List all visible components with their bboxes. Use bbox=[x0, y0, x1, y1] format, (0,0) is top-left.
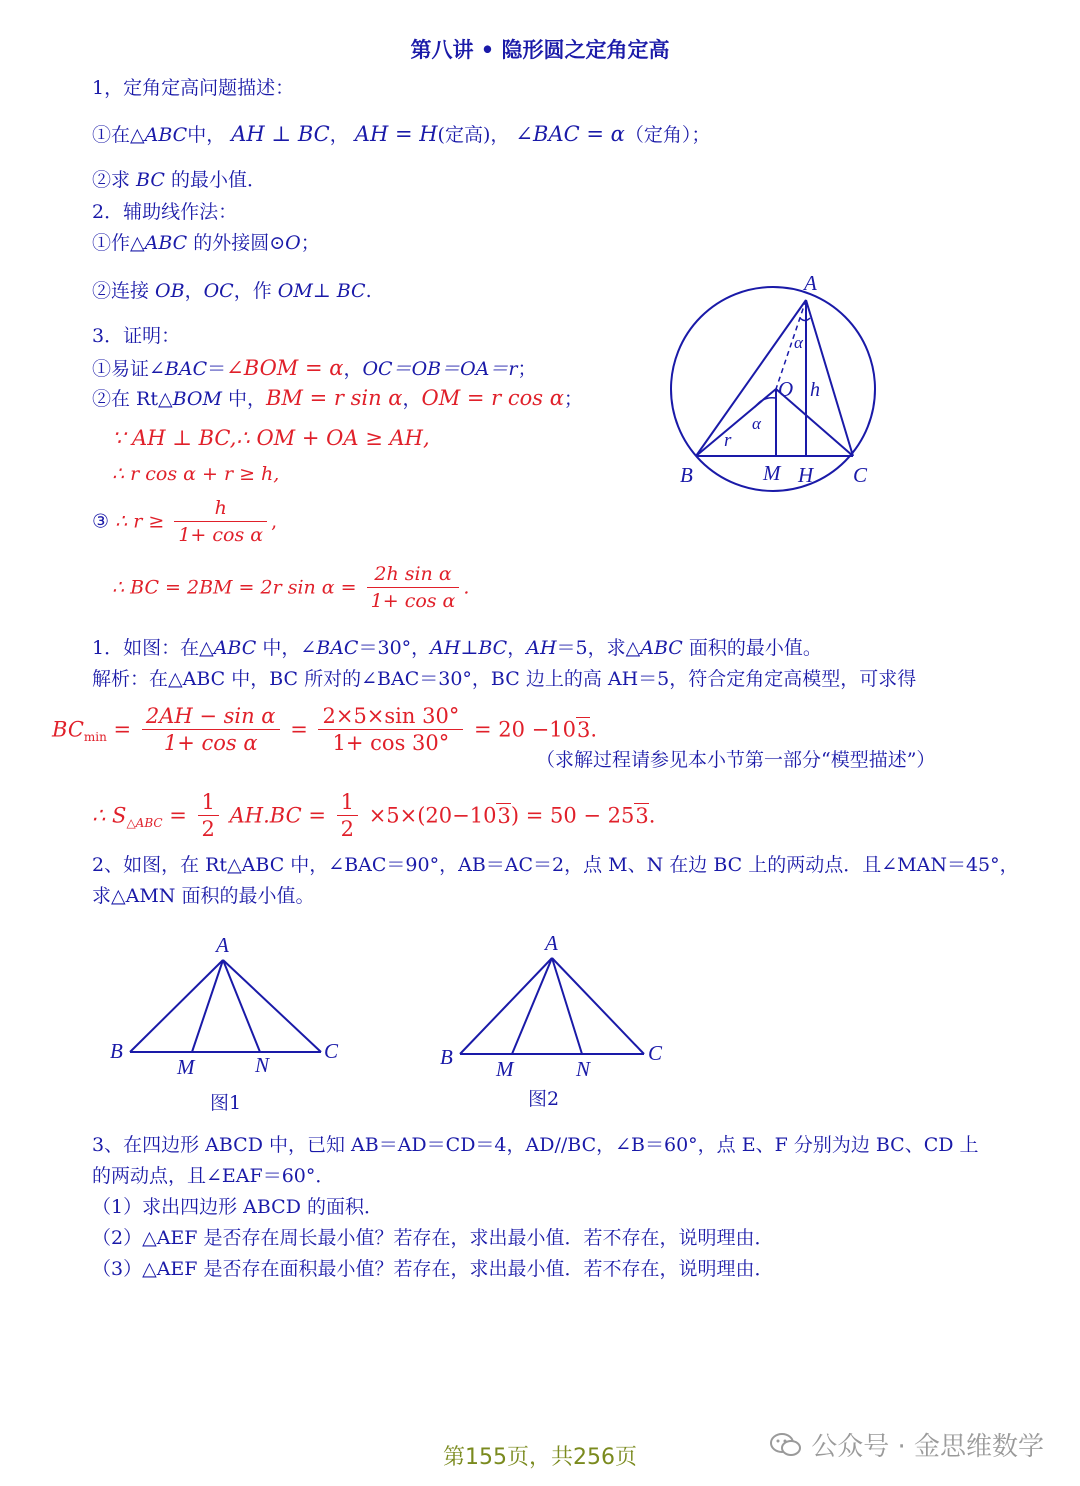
fig2-label-m: M bbox=[496, 1057, 514, 1081]
side-ac bbox=[806, 300, 853, 456]
problem2-line2: 求△AMN 面积的最小值。 bbox=[92, 885, 315, 907]
figure-1-caption: 图1 bbox=[210, 1092, 242, 1114]
section3-heading: 3．证明： bbox=[92, 325, 181, 347]
proof-line-1: ①易证∠BAC＝∠BOM = α，OC＝OB＝OA＝r； bbox=[92, 356, 537, 380]
problem1-solution: 解析：在△ABC 中，BC 所对的∠BAC＝30°，BC 边上的高 AH＝5，符合定角定高模型，可求得 bbox=[92, 668, 917, 690]
fig2-segment-am bbox=[512, 958, 552, 1054]
fig1-segment-am bbox=[192, 960, 223, 1052]
fig1-label-b: B bbox=[110, 1039, 123, 1063]
fig1-segment-an bbox=[223, 960, 260, 1052]
section1-item1: ①在△ABC中， AH ⊥ BC， AH = H(定高)， ∠BAC = α（定角）； bbox=[92, 122, 711, 146]
label-alpha-top: α bbox=[794, 333, 803, 352]
label-b: B bbox=[680, 463, 693, 487]
section1-heading: 1，定角定高问题描述： bbox=[92, 77, 295, 99]
label-o: O bbox=[778, 377, 794, 401]
problem3-line2: 的两动点，且∠EAF＝60°． bbox=[92, 1165, 335, 1187]
problem3-q3: （3）△AEF 是否存在面积最小值？若存在，求出最小值．若不存在，说明理由． bbox=[92, 1258, 774, 1280]
angle-bom-arc bbox=[755, 398, 776, 407]
fig1-label-a: A bbox=[216, 933, 229, 957]
figure-2 bbox=[430, 928, 690, 1118]
section2-item2: ②连接 OB，OC，作 OM⊥ BC. bbox=[92, 280, 372, 302]
problem3-line1: 3、在四边形 ABCD 中，已知 AB＝AD＝CD＝4，AD//BC，∠B＝60°，点 E、F 分别为边 BC、CD 上 bbox=[92, 1134, 979, 1156]
fig2-label-c: C bbox=[648, 1041, 663, 1065]
label-a: A bbox=[804, 271, 817, 295]
watermark-text: 公众号 · 金思维数学 bbox=[811, 1432, 1044, 1462]
proof-line-6: ∴ BC = 2BM = 2r sin α = $\frac{\text{2h sin α}}{\text{1+ cos α}}$ . bbox=[112, 563, 470, 612]
problem2-line1: 2、如图，在 Rt△ABC 中，∠BAC＝90°，AB＝AC＝2，点 M、N 在边 BC 上的两动点．且∠MAN＝45°， bbox=[92, 854, 1019, 876]
circumcircle-figure bbox=[660, 268, 900, 498]
watermark bbox=[769, 1426, 1044, 1463]
label-m: M bbox=[763, 461, 781, 485]
proof-line-2: ②在 Rt△BOM 中，BM = r sin α，OM = r cos α； bbox=[92, 386, 583, 410]
fig1-label-c: C bbox=[324, 1039, 339, 1063]
fig2-label-a: A bbox=[545, 931, 558, 955]
fig1-label-n: N bbox=[255, 1053, 270, 1077]
label-alpha-center: α bbox=[752, 414, 761, 433]
label-h-small: h bbox=[810, 379, 820, 401]
fig1-side-ac bbox=[223, 960, 321, 1052]
label-c: C bbox=[853, 463, 868, 487]
proof-line-4: ∴ r cos α + r ≥ h, bbox=[112, 463, 280, 485]
proof-line-3: ∵ AH ⊥ BC,∴ OM + OA ≥ AH, bbox=[112, 426, 430, 450]
fig2-label-n: N bbox=[576, 1057, 591, 1081]
fig2-side-ac bbox=[552, 958, 644, 1054]
label-h: H bbox=[798, 463, 814, 487]
fig2-side-ab bbox=[460, 958, 552, 1054]
section2-heading: 2．辅助线作法： bbox=[92, 201, 238, 223]
problem1-note: （求解过程请参见本小节第一部分“模型描述”） bbox=[536, 749, 936, 771]
figure-2-caption: 图2 bbox=[528, 1088, 560, 1110]
fig1-side-ab bbox=[130, 960, 223, 1052]
problem1-question: 1．如图：在△ABC 中，∠BAC＝30°，AH⊥BC，AH＝5，求△ABC 面积的最小值。 bbox=[92, 637, 822, 659]
section2-item1: ①作△ABC 的外接圆⊙O； bbox=[92, 232, 320, 254]
problem1-bc-min-formula: $BC_{min}$ = $\frac{\text{2AH − sin α}}{\text{1+ cos α}}$ = $\frac{2\times 5\times\sin 30^\circ}{1+ \cos 30^\circ}$ = 20 −103. bbox=[52, 704, 598, 755]
proof-line-5: ③ ∴ r ≥ $\frac{h}{\text{1+ cos α}}$ , bbox=[92, 497, 278, 546]
page-footer: 第155页，共256页 bbox=[443, 1445, 637, 1470]
wechat-icon bbox=[769, 1431, 803, 1459]
problem3-q1: （1）求出四边形 ABCD 的面积． bbox=[92, 1196, 383, 1218]
fig1-label-m: M bbox=[177, 1055, 195, 1079]
label-r: r bbox=[724, 430, 732, 451]
problem1-area-formula: ∴ $S_{\triangle ABC}$ = $\frac{1}{2}$ AH.BC = $\frac{1}{2}$ ×5×(20−103) = 50 − 253. bbox=[92, 790, 656, 841]
section1-item2: ②求 BC 的最小值． bbox=[92, 169, 266, 191]
problem3-q2: （2）△AEF 是否存在周长最小值？若存在，求出最小值．若不存在，说明理由． bbox=[92, 1227, 774, 1249]
fig2-label-b: B bbox=[440, 1045, 453, 1069]
page-title: 第八讲 • 隐形圆之定角定高 bbox=[410, 37, 670, 62]
